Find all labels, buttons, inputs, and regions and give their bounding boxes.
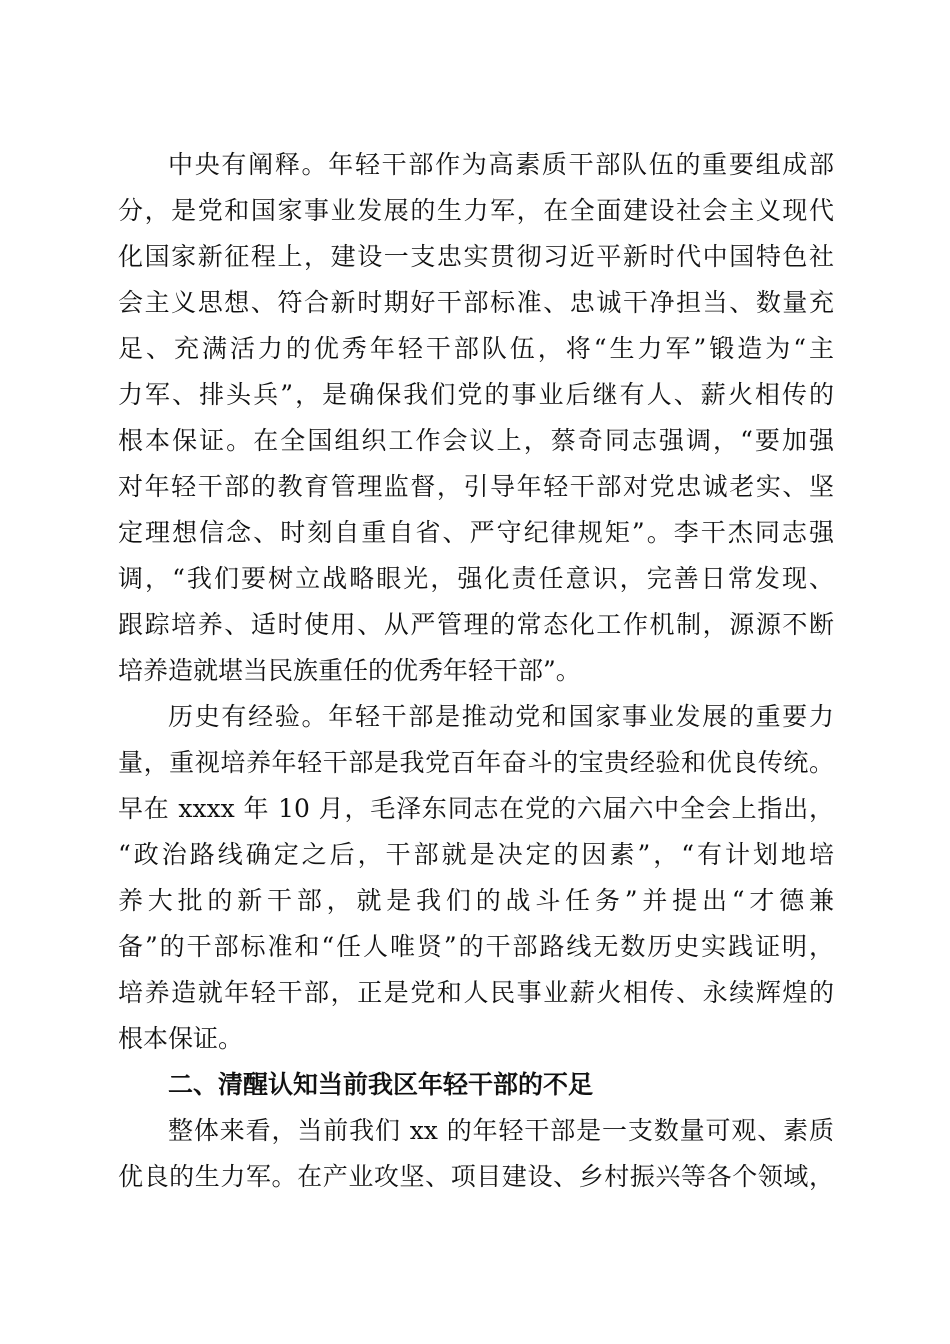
paragraph-line: 培养造就年轻干部，正是党和人民事业薪火相传、永续辉煌的 bbox=[118, 978, 834, 1007]
paragraph-line: 整体来看，当前我们 xx 的年轻干部是一支数量可观、素质 bbox=[168, 1116, 834, 1145]
paragraph-overall-view bbox=[118, 1108, 834, 1200]
paragraph-line: 根本保证。 bbox=[118, 1024, 244, 1053]
paragraph-line: 量，重视培养年轻干部是我党百年奋斗的宝贵经验和优良传统。 bbox=[118, 748, 834, 777]
paragraph-line: 根本保证。在全国组织工作会议上，蔡奇同志强调，“要加强 bbox=[118, 426, 834, 455]
paragraph-line: 中央有阐释。年轻干部作为高素质干部队伍的重要组成部 bbox=[168, 150, 834, 179]
paragraph-central-explanation bbox=[118, 142, 834, 694]
paragraph-line: 优良的生力军。在产业攻坚、项目建设、乡村振兴等各个领域， bbox=[118, 1162, 834, 1191]
paragraph-line: “政治路线确定之后，干部就是决定的因素”，“有计划地培 bbox=[118, 840, 834, 869]
paragraph-line: 分，是党和国家事业发展的生力军，在全面建设社会主义现代 bbox=[118, 196, 834, 225]
paragraph-line: 跟踪培养、适时使用、从严管理的常态化工作机制，源源不断 bbox=[118, 610, 834, 639]
paragraph-line: 对年轻干部的教育管理监督，引导年轻干部对党忠诚老实、坚 bbox=[118, 472, 834, 501]
paragraph-line: 化国家新征程上，建设一支忠实贯彻习近平新时代中国特色社 bbox=[118, 242, 834, 271]
paragraph-line: 足、充满活力的优秀年轻干部队伍，将“生力军”锻造为“主 bbox=[118, 334, 834, 363]
paragraph-line: 调，“我们要树立战略眼光，强化责任意识，完善日常发现、 bbox=[118, 564, 834, 593]
paragraph-line: 力军、排头兵”，是确保我们党的事业后继有人、薪火相传的 bbox=[118, 380, 834, 409]
paragraph-line: 培养造就堪当民族重任的优秀年轻干部”。 bbox=[118, 656, 581, 685]
paragraph-historical-experience bbox=[118, 694, 834, 1062]
paragraph-line: 早在 xxxx 年 10 月，毛泽东同志在党的六届六中全会上指出， bbox=[118, 794, 834, 823]
paragraph-line: 备”的干部标准和“任人唯贤”的干部路线无数历史实践证明， bbox=[118, 932, 834, 961]
paragraph-line: 历史有经验。年轻干部是推动党和国家事业发展的重要力 bbox=[168, 702, 834, 731]
paragraph-line: 会主义思想、符合新时期好干部标准、忠诚干净担当、数量充 bbox=[118, 288, 834, 317]
paragraph-line: 养大批的新干部，就是我们的战斗任务”并提出“才德兼 bbox=[118, 886, 834, 915]
section-heading: 二、清醒认知当前我区年轻干部的不足 bbox=[168, 1070, 594, 1099]
paragraph-line: 定理想信念、时刻自重自省、严守纪律规矩”。李干杰同志强 bbox=[118, 518, 834, 547]
document-body bbox=[118, 142, 834, 1200]
